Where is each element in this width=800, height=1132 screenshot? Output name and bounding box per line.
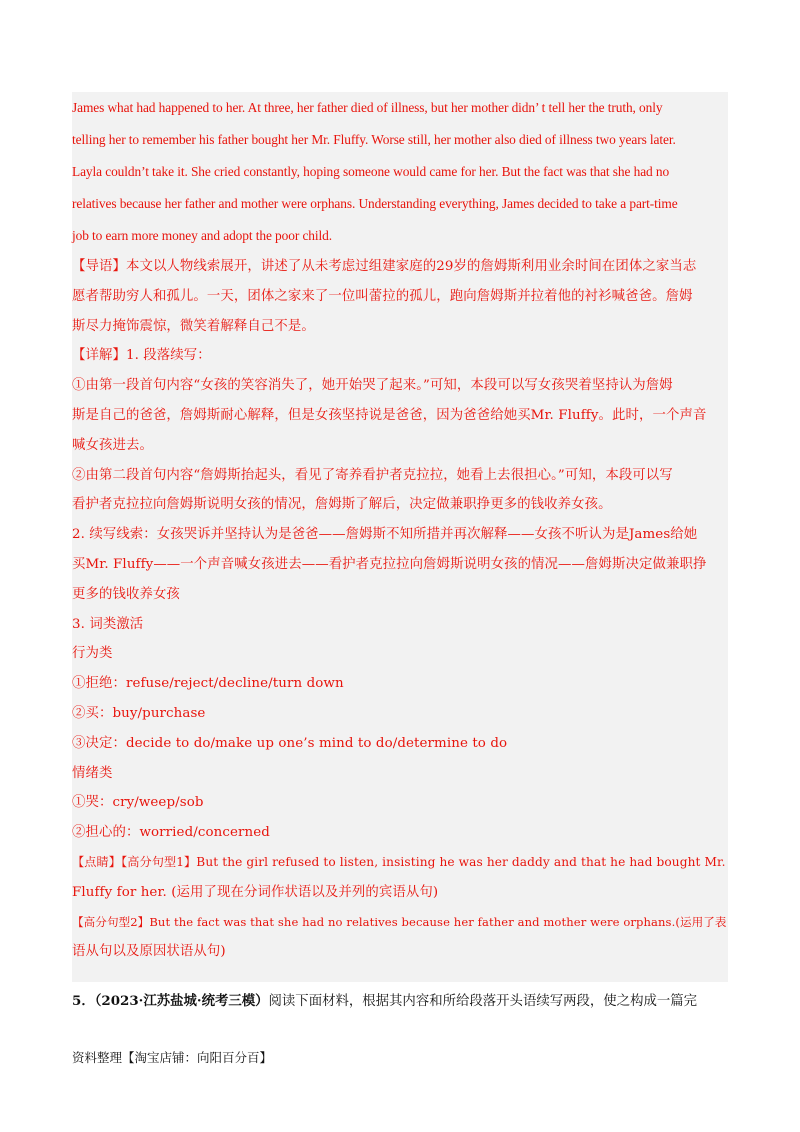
passage-line: James what had happened to her. At three, her father died of illness, but her mother didn’ t tell her the truth, only	[72, 100, 663, 115]
analysis-line: 喊女孩进去。	[72, 437, 153, 453]
analysis-line: ①由第一段首句内容“女孩的笑容消失了，她开始哭了起来。”可知，本段可以写女孩哭着坚持认为詹姆	[72, 378, 673, 394]
analysis-line: 【点睛】【高分句型1】But the girl refused to listen, insisting he was her daddy and that he had bought Mr.	[72, 854, 726, 869]
passage-line: Layla couldn’t take it. She cried constantly, hoping someone would came for her. But the fact was that she had no	[72, 164, 670, 179]
analysis-line: 语从句以及原因状语从句)	[72, 944, 226, 960]
analysis-line: 2. 续写线索：女孩哭诉并坚持认为是爸爸——詹姆斯不知所措并再次解释——女孩不听认为是James给她	[72, 527, 698, 543]
analysis-line: 【详解】1. 段落续写：	[72, 348, 211, 364]
answer-content	[72, 92, 728, 967]
analysis-line: 3. 词类激活	[72, 616, 144, 632]
analysis-line: 【高分句型2】But the fact was that she had no relatives because her father and mother were orphans.(运用了表	[72, 914, 727, 929]
analysis-line: 情绪类	[72, 765, 113, 781]
analysis-line: 看护者克拉拉向詹姆斯说明女孩的情况，詹姆斯了解后，决定做兼职挣更多的钱收养女孩。	[72, 497, 612, 513]
analysis-line: Fluffy for her. (运用了现在分词作状语以及并列的宾语从句)	[72, 884, 439, 900]
analysis-line: 斯是自己的爸爸，詹姆斯耐心解释，但是女孩坚持说是爸爸，因为爸爸给她买Mr. Fluffy。此时，一个声音	[72, 407, 707, 423]
passage-line: job to earn more money and adopt the poor child.	[72, 228, 332, 243]
analysis-line: 买Mr. Fluffy——一个声音喊女孩进去——看护者克拉拉向詹姆斯说明女孩的情况——詹姆斯决定做兼职挣	[72, 556, 707, 572]
page-footer: 资料整理【淘宝店铺：向阳百分百】	[72, 1050, 273, 1065]
analysis-line: ③决定：decide to do/make up one’s mind to do/determine to do	[72, 735, 508, 751]
analysis-line: 愿者帮助穷人和孤儿。一天，团体之家来了一位叫蕾拉的孤儿，跑向詹姆斯并拉着他的衬衫喊爸爸。詹姆	[72, 288, 693, 304]
analysis-line: ①哭：cry/weep/sob	[72, 795, 204, 811]
analysis-line: ②由第二段首句内容“詹姆斯抬起头，看见了寄养看护者克拉拉，她看上去很担心。”可知，本段可以写	[72, 467, 673, 483]
analysis-line: ①拒绝：refuse/reject/decline/turn down	[72, 676, 344, 692]
analysis-line: 斯尽力掩饰震惊，微笑着解释自己不是。	[72, 318, 315, 334]
question-number: 5．	[72, 993, 95, 1009]
passage-line: relatives because her father and mother were orphans. Understanding everything, James decided to take a part-time	[72, 196, 678, 211]
question-5	[72, 990, 728, 1013]
analysis-line: 【导语】本文以人物线索展开，讲述了从未考虑过组建家庭的29岁的詹姆斯利用业余时间在团体之家当志	[72, 259, 697, 274]
question-source: （2023·江苏盐城·统考三模）	[94, 993, 269, 1009]
analysis-line: 更多的钱收养女孩	[72, 586, 180, 602]
passage-line: telling her to remember his father bought her Mr. Fluffy. Worse still, her mother also died of illness two years later.	[72, 132, 676, 147]
analysis-line: ②担心的：worried/concerned	[72, 825, 270, 841]
analysis-text	[72, 252, 728, 967]
analysis-line: ②买：buy/purchase	[72, 705, 206, 721]
passage-text	[72, 92, 728, 252]
question-text: 阅读下面材料，根据其内容和所给段落开头语续写两段，使之构成一篇完	[268, 994, 698, 1009]
analysis-line: 行为类	[72, 646, 113, 662]
